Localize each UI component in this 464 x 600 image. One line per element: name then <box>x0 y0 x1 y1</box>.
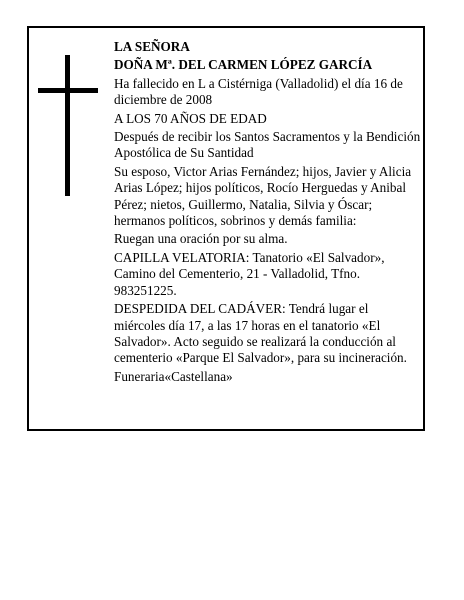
cross-vertical-bar <box>65 55 70 196</box>
cross-icon <box>38 55 98 196</box>
chapel-info: CAPILLA VELATORIA: Tanatorio «El Salvador», Camino del Cementerio, 21 - Valladolid, Tfno. 983251225. <box>114 249 385 298</box>
deceased-name: DOÑA Mª. DEL CARMEN LÓPEZ GARCÍA <box>114 57 373 73</box>
obituary-title: LA SEÑORA <box>114 39 190 54</box>
sacraments-line: Después de recibir los Santos Sacramentos y la Bendición Apostólica de Su Santidad <box>114 129 421 161</box>
cross-horizontal-bar <box>38 88 98 93</box>
funeral-home: Funeraria«Castellana» <box>114 368 233 384</box>
age-line: A LOS 70 AÑOS DE EDAD <box>114 110 267 126</box>
death-info: Ha fallecido en L a Cistérniga (Valladolid) el día 16 de diciembre de 2008 <box>114 75 403 108</box>
farewell-info: DESPEDIDA DEL CADÁVER: Tendrá lugar el miércoles día 17, a las 17 horas en el tanatorio «El Salvador». Acto seguido se realizará la conducción al cementerio «Parque El Salvador», para su incineración. <box>114 301 407 366</box>
family-paragraph: Su esposo, Victor Arias Fernández; hijos, Javier y Alicia Arias López; hijos políticos, Rocío Herguedas y Anibal Pérez; nietos, Guillermo, Natalia, Silvia y Óscar; hermanos políticos, sobrinos y demás familia: <box>114 163 412 229</box>
obituary-text <box>114 39 422 387</box>
prayer-line: Ruegan una oración por su alma. <box>114 231 288 247</box>
